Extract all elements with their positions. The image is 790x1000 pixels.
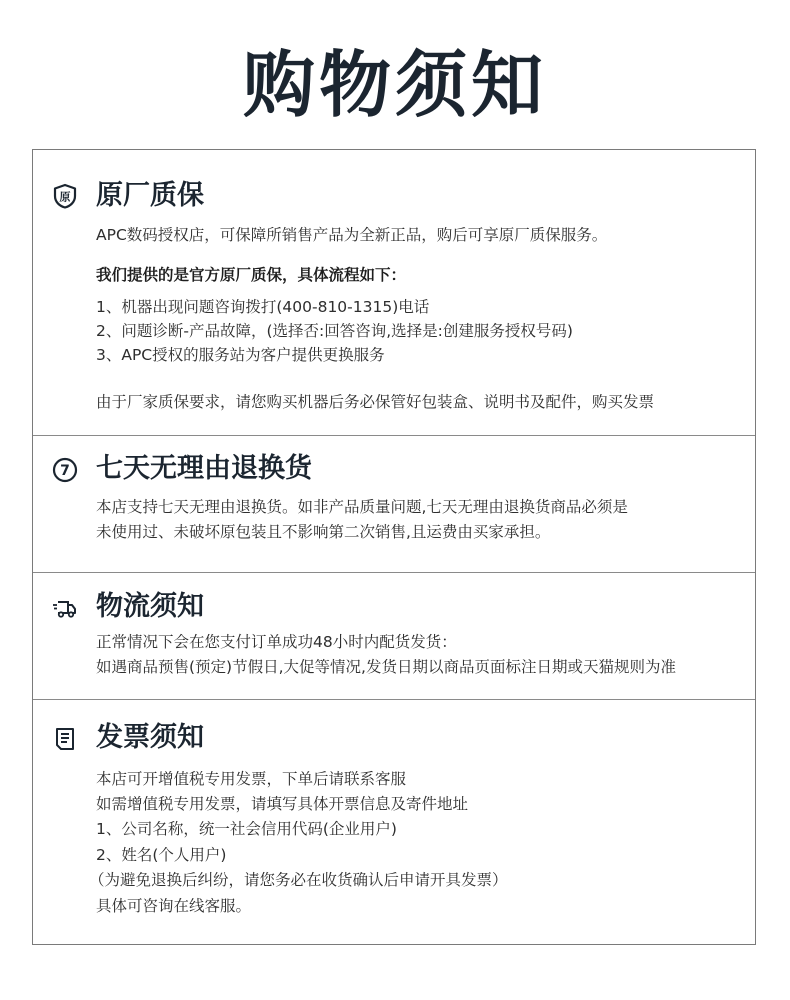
page-title: 购物须知 <box>242 43 547 127</box>
invoice-line: （为避免退换后纠纷，请您务必在收货确认后申请开具发票） <box>89 871 508 889</box>
shopping-notice-panel <box>32 149 756 945</box>
seven-day-glyph: 7 <box>60 463 70 479</box>
invoice-document-icon <box>52 726 78 752</box>
section-title: 发票须知 <box>96 722 204 753</box>
section-logistics <box>33 573 755 699</box>
section-invoice <box>33 700 755 945</box>
returns-line: 本店支持七天无理由退换货。如非产品质量问题,七天无理由退换货商品必须是 <box>96 498 628 516</box>
section-warranty <box>33 150 755 435</box>
invoice-line: 本店可开增值税专用发票，下单后请联系客服 <box>96 770 407 788</box>
returns-line: 未使用过、未破坏原包装且不影响第二次销售,且运费由买家承担。 <box>96 523 551 541</box>
warranty-step: 2、问题诊断-产品故障，(选择否:回答咨询,选择是:创建服务授权号码) <box>96 322 573 340</box>
warranty-badge-icon <box>52 183 78 209</box>
section-returns <box>33 436 755 572</box>
warranty-badge-glyph: 原 <box>59 190 71 204</box>
warranty-note: 由于厂家质保要求，请您购买机器后务必保管好包装盒、说明书及配件，购买发票 <box>96 393 655 411</box>
logistics-line: 如遇商品预售(预定)节假日,大促等情况,发货日期以商品页面标注日期或天猫规则为准 <box>96 658 676 676</box>
warranty-subheading: 我们提供的是官方原厂质保，具体流程如下： <box>96 266 407 284</box>
warranty-step: 3、APC授权的服务站为客户提供更换服务 <box>96 346 385 364</box>
invoice-line: 具体可咨询在线客服。 <box>96 897 252 915</box>
warranty-step: 1、机器出现问题咨询拨打(400-810-1315)电话 <box>96 298 430 316</box>
logistics-line: 正常情况下会在您支付订单成功48小时内配货发货： <box>96 633 457 651</box>
section-title: 原厂质保 <box>96 180 204 211</box>
section-title: 物流须知 <box>96 591 204 622</box>
section-title: 七天无理由退换货 <box>96 453 312 484</box>
delivery-truck-icon <box>52 595 78 621</box>
invoice-line: 如需增值税专用发票，请填写具体开票信息及寄件地址 <box>96 795 469 813</box>
warranty-intro: APC数码授权店，可保障所销售产品为全新正品，购后可享原厂质保服务。 <box>96 226 608 244</box>
invoice-line: 1、公司名称，统一社会信用代码(企业用户) <box>96 820 397 838</box>
seven-day-return-icon <box>52 457 78 483</box>
invoice-line: 2、姓名(个人用户) <box>96 846 227 864</box>
